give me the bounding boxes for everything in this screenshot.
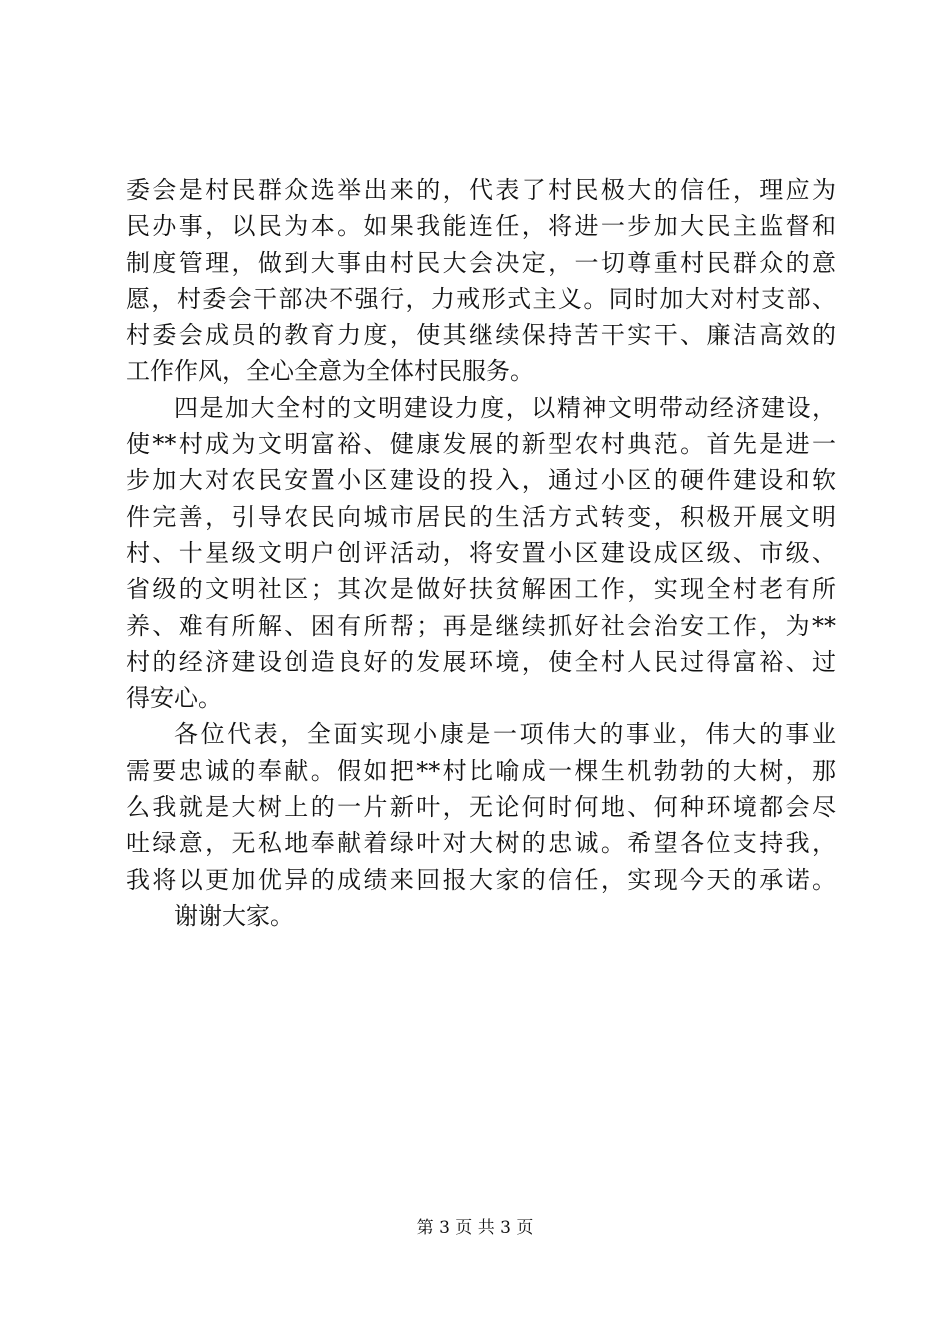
text-line: 村的经济建设创造良好的发展环境，使全村人民过得富裕、过 — [126, 647, 836, 676]
text-line: 我将以更加优异的成绩来回报大家的信任，实现今天的承诺。 — [126, 865, 836, 894]
text-line: 省级的文明社区；其次是做好扶贫解困工作，实现全村老有所 — [126, 575, 836, 604]
text-line: 工作作风，全心全意为全体村民服务。 — [126, 357, 534, 386]
paragraph-start-line: 四是加大全村的文明建设力度，以精神文明带动经济建设， — [174, 393, 836, 422]
text-line: 使**村成为文明富裕、健康发展的新型农村典范。首先是进一 — [126, 430, 836, 459]
text-line: 制度管理，做到大事由村民大会决定，一切尊重村民群众的意 — [126, 248, 836, 277]
text-line: 愿，村委会干部决不强行，力戒形式主义。同时加大对村支部、 — [126, 284, 836, 313]
text-line: 么我就是大树上的一片新叶，无论何时何地、何种环境都会尽 — [126, 793, 836, 822]
page-number-footer: 第 3 页 共 3 页 — [416, 1218, 534, 1238]
document-body — [126, 172, 836, 934]
text-line: 吐绿意，无私地奉献着绿叶对大树的忠诚。希望各位支持我， — [126, 829, 836, 858]
text-line: 件完善，引导农民向城市居民的生活方式转变，积极开展文明 — [126, 502, 836, 531]
text-line: 需要忠诚的奉献。假如把**村比喻成一棵生机勃勃的大树，那 — [126, 756, 836, 785]
text-line: 民办事，以民为本。如果我能连任，将进一步加大民主监督和 — [126, 212, 836, 241]
paragraph-start-line: 各位代表，全面实现小康是一项伟大的事业，伟大的事业 — [174, 720, 836, 749]
text-line: 养、难有所解、困有所帮；再是继续抓好社会治安工作，为** — [126, 611, 836, 640]
closing-line: 谢谢大家。 — [174, 901, 294, 930]
text-line: 村委会成员的教育力度，使其继续保持苦干实干、廉洁高效的 — [126, 321, 836, 350]
text-line: 得安心。 — [126, 684, 222, 713]
text-line: 步加大对农民安置小区建设的投入，通过小区的硬件建设和软 — [126, 466, 836, 495]
text-line: 村、十星级文明户创评活动，将安置小区建设成区级、市级、 — [126, 538, 836, 567]
text-line: 委会是村民群众选举出来的，代表了村民极大的信任，理应为 — [126, 176, 836, 204]
